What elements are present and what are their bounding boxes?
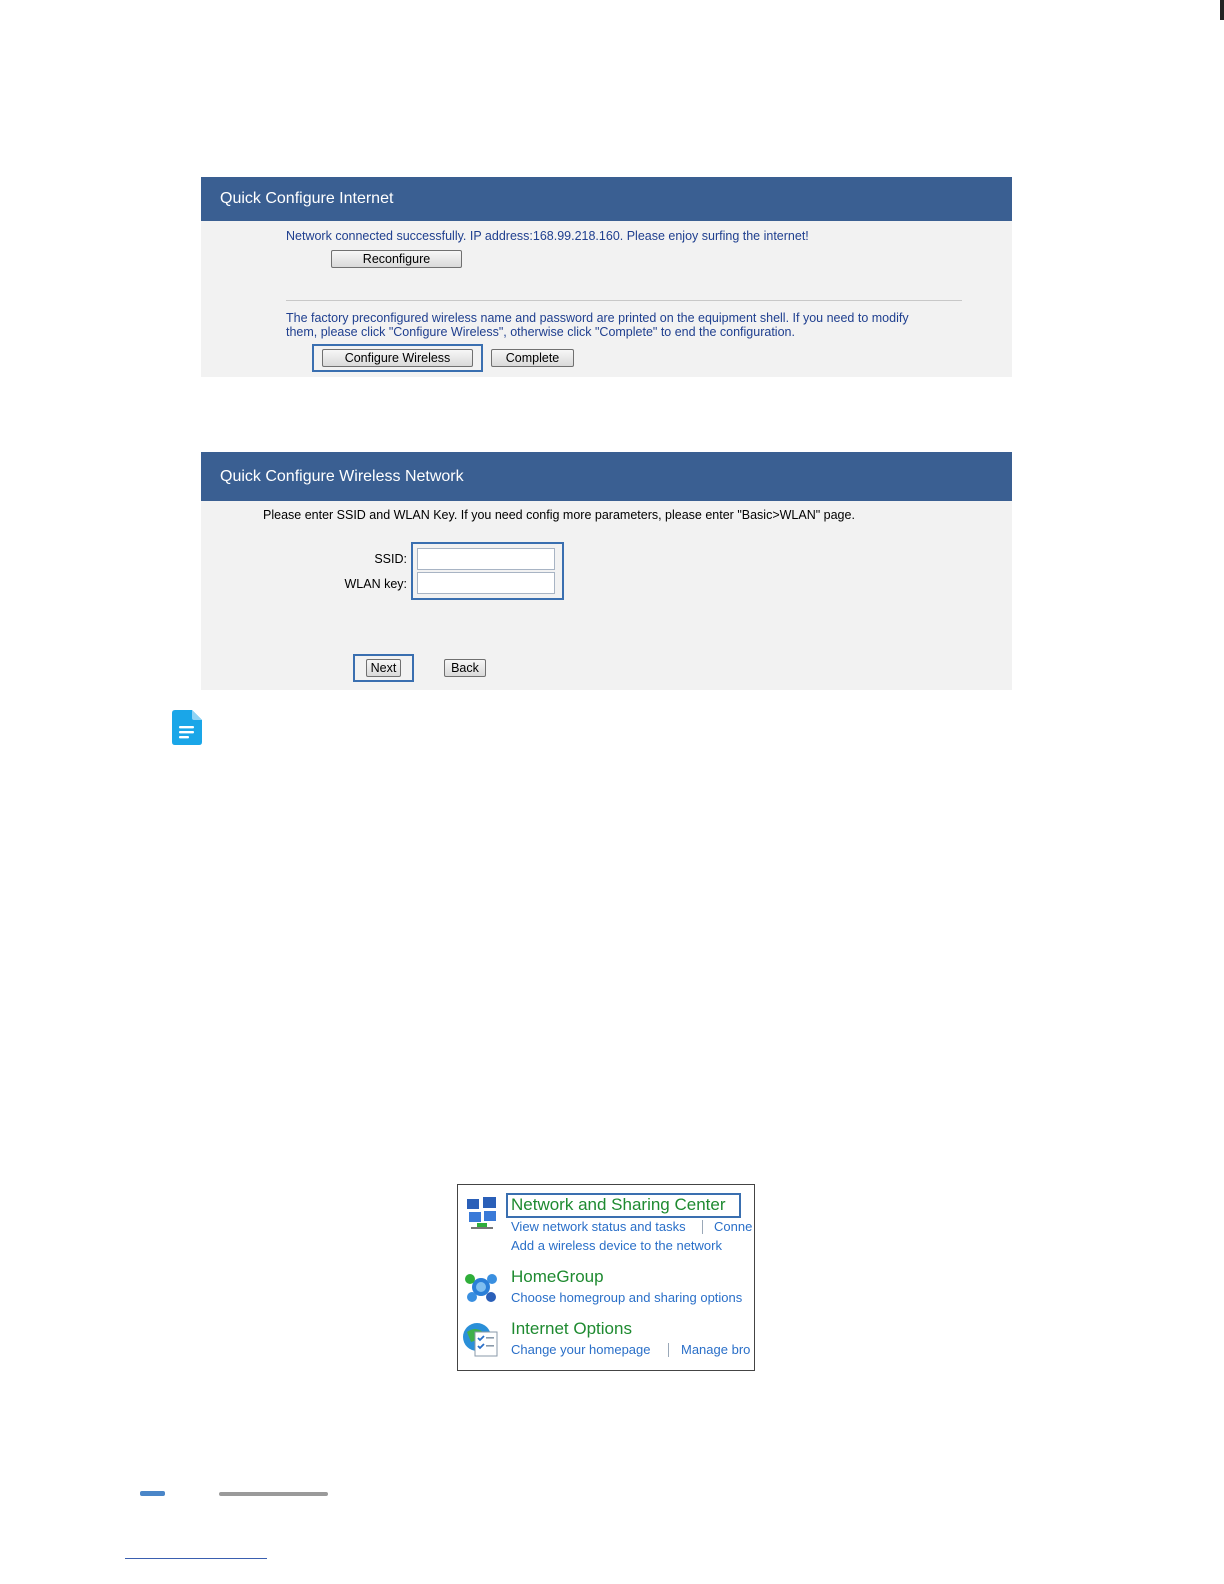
homegroup-icon bbox=[462, 1269, 500, 1305]
quick-configure-internet-panel bbox=[201, 177, 1012, 377]
back-button[interactable]: Back bbox=[444, 659, 486, 677]
view-network-status-link[interactable]: View network status and tasks bbox=[511, 1219, 686, 1234]
wlan-key-label: WLAN key: bbox=[344, 577, 407, 591]
next-button[interactable]: Next bbox=[366, 659, 401, 677]
footer-underline bbox=[125, 1558, 267, 1559]
instruction-text: Please enter SSID and WLAN Key. If you need config more parameters, please enter "Basic>WLAN" page. bbox=[263, 508, 855, 522]
ssid-label: SSID: bbox=[374, 552, 407, 566]
configure-wireless-button[interactable]: Configure Wireless bbox=[322, 349, 473, 367]
add-wireless-device-link[interactable]: Add a wireless device to the network bbox=[511, 1238, 722, 1253]
change-homepage-link[interactable]: Change your homepage bbox=[511, 1342, 651, 1357]
panel-title: Quick Configure Internet bbox=[201, 177, 1012, 221]
note-icon bbox=[172, 710, 202, 745]
link-separator bbox=[668, 1343, 669, 1357]
wlan-key-input[interactable] bbox=[417, 572, 555, 594]
network-sharing-center-link[interactable]: Network and Sharing Center bbox=[511, 1195, 726, 1214]
wireless-info-line-1: The factory preconfigured wireless name and password are printed on the equipment shell. If you need to modify bbox=[286, 311, 909, 325]
page-edge-bar bbox=[1220, 0, 1224, 20]
wireless-info-line-2: them, please click "Configure Wireless", otherwise click "Complete" to end the configuration. bbox=[286, 325, 795, 339]
reconfigure-button[interactable]: Reconfigure bbox=[331, 250, 462, 268]
quick-configure-wireless-panel bbox=[201, 452, 1012, 690]
panel-title: Quick Configure Wireless Network bbox=[201, 452, 1012, 501]
connection-status-message: Network connected successfully. IP address:168.99.218.160. Please enjoy surfing the internet! bbox=[286, 229, 809, 243]
manage-browser-addons-link[interactable]: Manage bro bbox=[681, 1342, 751, 1357]
ssid-input[interactable] bbox=[417, 548, 555, 570]
internet-options-link[interactable]: Internet Options bbox=[511, 1319, 632, 1338]
footer-gray-bar bbox=[219, 1492, 328, 1496]
footer-accent-bar bbox=[140, 1491, 165, 1496]
homegroup-link[interactable]: HomeGroup bbox=[511, 1267, 604, 1286]
internet-options-icon bbox=[461, 1320, 501, 1358]
connect-network-link[interactable]: Conne bbox=[714, 1219, 753, 1234]
control-panel-network-section bbox=[457, 1184, 755, 1371]
network-sharing-icon bbox=[465, 1195, 499, 1231]
link-separator bbox=[702, 1220, 703, 1234]
homegroup-sharing-options-link[interactable]: Choose homegroup and sharing options bbox=[511, 1290, 743, 1305]
divider bbox=[286, 300, 962, 301]
complete-button[interactable]: Complete bbox=[491, 349, 574, 367]
